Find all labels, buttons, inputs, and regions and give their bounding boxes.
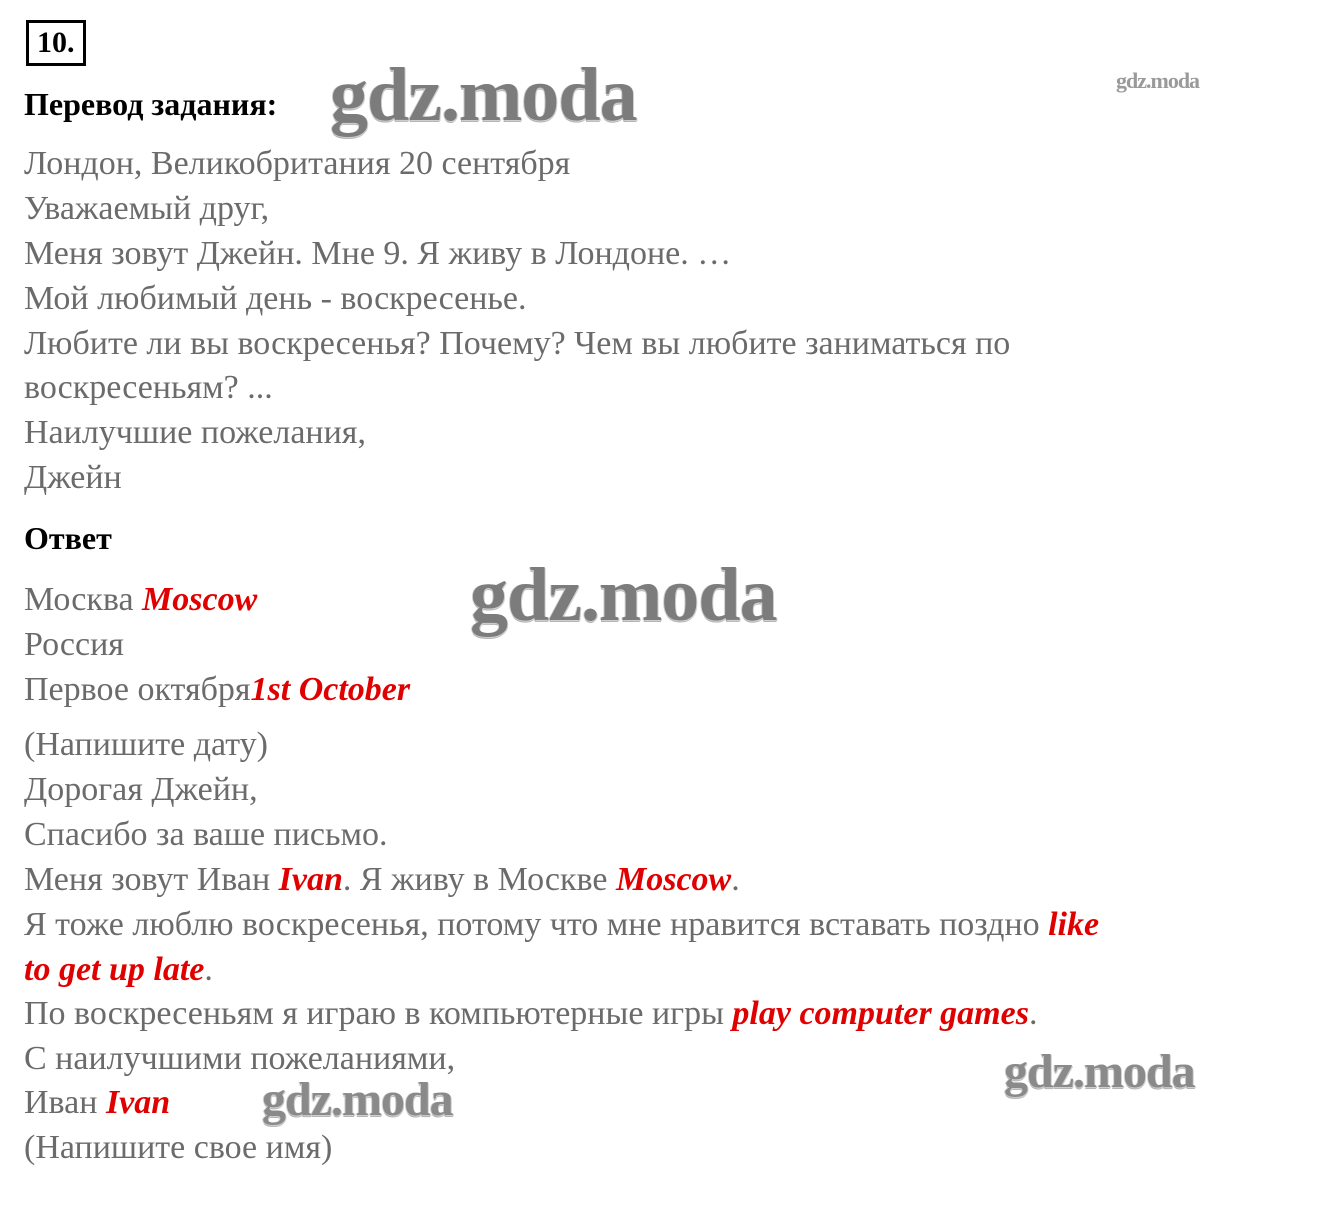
watermark: gdz.moda	[1116, 68, 1200, 93]
task-number: 10.	[26, 20, 86, 66]
watermark: gdz.moda	[330, 53, 637, 137]
name-line-text: Меня зовут Иван	[24, 861, 279, 898]
answer-greeting: Дорогая Джейн,	[24, 771, 258, 808]
games-line-text: По воскресеньям я играю в компьютерные игры	[24, 995, 733, 1032]
sunday-en-b: to get up late	[24, 951, 205, 988]
answer-name-line	[24, 860, 740, 900]
sunday-line-text: .	[204, 951, 213, 988]
name-line-text: . Я живу в Москве	[342, 861, 616, 898]
city-ru: Москва	[24, 581, 143, 618]
answer-closing: С наилучшими пожеланиями,	[24, 1040, 456, 1077]
answer-games-line	[24, 994, 1037, 1034]
date-ru: Первое октября	[24, 671, 251, 708]
sunday-line-text: Я тоже люблю воскресенья, потому что мне нравится вставать поздно	[24, 906, 1049, 943]
answer-sunday-line	[24, 905, 1099, 945]
answer-date-line	[24, 670, 410, 710]
translation-line: Мой любимый день - воскресенье.	[24, 280, 527, 317]
sign-en: Ivan	[105, 1084, 171, 1121]
translation-line: Наилучшие пожелания,	[24, 414, 366, 451]
translation-line: Меня зовут Джейн. Мне 9. Я живу в Лондоне. …	[24, 235, 732, 272]
city-en-2: Moscow	[615, 861, 732, 898]
translation-line: Любите ли вы воскресенья? Почему? Чем вы любите заниматься по	[24, 325, 1011, 362]
answer-date-hint: (Напишите дату)	[24, 726, 268, 763]
watermark: gdz.moda	[1004, 1045, 1195, 1098]
translation-line: Лондон, Великобритания 20 сентября	[24, 145, 571, 182]
games-line-text: .	[1028, 995, 1038, 1032]
name-line-text: .	[731, 861, 740, 898]
translation-line: Джейн	[24, 459, 122, 496]
answer-sunday-line-2	[24, 950, 213, 990]
translation-line: воскресеньям? ...	[24, 369, 273, 406]
games-en: play computer games	[732, 995, 1029, 1032]
watermark: gdz.moda	[470, 553, 777, 637]
translation-line: Уважаемый друг,	[24, 190, 270, 227]
answer-city-line	[24, 580, 257, 620]
answer-sign-hint: (Напишите свое имя)	[24, 1129, 333, 1166]
name-en: Ivan	[278, 861, 343, 898]
answer-country-line: Россия	[24, 626, 124, 663]
answer-heading: Ответ	[24, 520, 112, 556]
city-en: Moscow	[142, 581, 258, 618]
sign-ru: Иван	[24, 1084, 106, 1121]
answer-thanks: Спасибо за ваше письмо.	[24, 816, 388, 853]
answer-signature	[24, 1083, 170, 1123]
translation-heading: Перевод задания:	[24, 86, 278, 122]
date-en: 1st October	[250, 671, 411, 708]
watermark: gdz.moda	[262, 1073, 453, 1126]
sunday-en-a: like	[1048, 906, 1100, 943]
